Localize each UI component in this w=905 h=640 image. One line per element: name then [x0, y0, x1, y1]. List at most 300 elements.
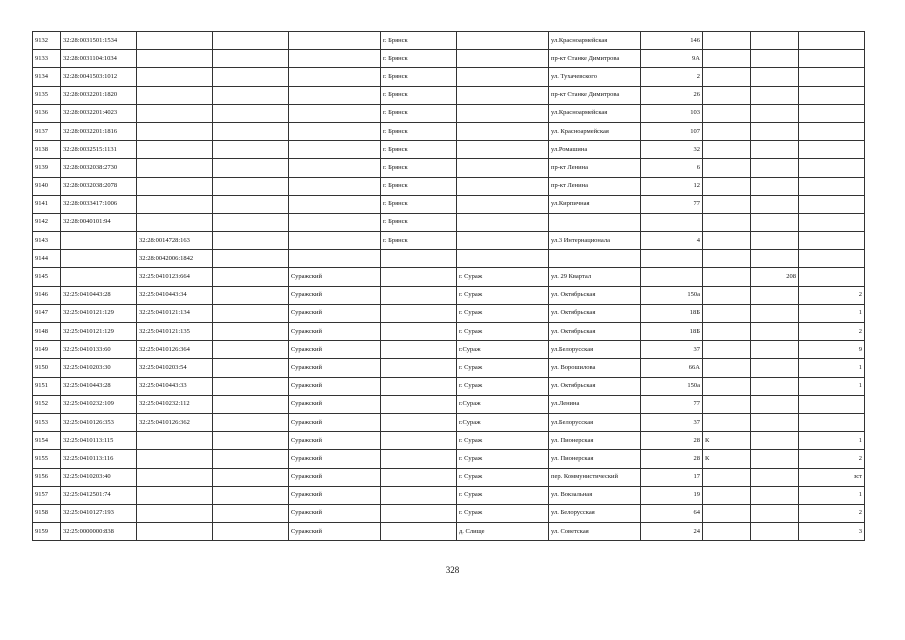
cadastral-number-cell: 32:25:0410203:30 [61, 359, 137, 377]
blank-cell [213, 250, 289, 268]
table-row [33, 141, 865, 159]
building-cell [703, 141, 751, 159]
table-row [33, 122, 865, 140]
quarter-cell [751, 177, 799, 195]
house-number-cell: 24 [641, 523, 703, 541]
cadastral-number-2-cell [137, 523, 213, 541]
blank-cell [213, 450, 289, 468]
table-row [33, 232, 865, 250]
cadastral-number-cell [61, 232, 137, 250]
row-number-cell: 9150 [33, 359, 61, 377]
table-row [33, 377, 865, 395]
apartment-cell: зст [799, 468, 865, 486]
city-cell: г. Брянск [381, 122, 457, 140]
city-cell [381, 323, 457, 341]
building-cell [703, 68, 751, 86]
cadastral-number-cell: 32:28:0033417:1006 [61, 195, 137, 213]
row-number-cell: 9149 [33, 341, 61, 359]
building-cell [703, 341, 751, 359]
building-cell [703, 86, 751, 104]
records-table-body [33, 32, 865, 541]
building-cell [703, 395, 751, 413]
building-cell: К [703, 432, 751, 450]
city-cell [381, 395, 457, 413]
locality-cell: г. Сураж [457, 268, 549, 286]
cadastral-number-2-cell [137, 141, 213, 159]
street-cell: ул.Красноармейская [549, 104, 641, 122]
district-cell: Суражский [289, 486, 381, 504]
street-cell: пр-кт Ленина [549, 177, 641, 195]
district-cell: Суражский [289, 286, 381, 304]
blank-cell [213, 395, 289, 413]
quarter-cell [751, 468, 799, 486]
table-row [33, 486, 865, 504]
apartment-cell [799, 32, 865, 50]
street-cell: ул.Кирпичная [549, 195, 641, 213]
cadastral-number-2-cell [137, 68, 213, 86]
district-cell: Суражский [289, 323, 381, 341]
house-number-cell: 18Б [641, 304, 703, 322]
locality-cell: г. Сураж [457, 432, 549, 450]
locality-cell [457, 104, 549, 122]
quarter-cell: 208 [751, 268, 799, 286]
street-cell: пр-кт Станке Димитрова [549, 86, 641, 104]
row-number-cell: 9139 [33, 159, 61, 177]
street-cell: ул. Октябрьская [549, 323, 641, 341]
quarter-cell [751, 341, 799, 359]
table-row [33, 86, 865, 104]
row-number-cell: 9136 [33, 104, 61, 122]
locality-cell [457, 50, 549, 68]
row-number-cell: 9153 [33, 413, 61, 431]
house-number-cell: 150а [641, 377, 703, 395]
street-cell: ул.Красноармейская [549, 32, 641, 50]
building-cell [703, 304, 751, 322]
house-number-cell: 28 [641, 450, 703, 468]
row-number-cell: 9152 [33, 395, 61, 413]
building-cell [703, 50, 751, 68]
district-cell [289, 50, 381, 68]
house-number-cell: 64 [641, 504, 703, 522]
cadastral-number-cell: 32:25:0410443:28 [61, 377, 137, 395]
house-number-cell [641, 213, 703, 231]
cadastral-number-cell: 32:28:0032201:4023 [61, 104, 137, 122]
table-row [33, 250, 865, 268]
table-row [33, 523, 865, 541]
table-row [33, 468, 865, 486]
cadastral-number-2-cell [137, 486, 213, 504]
cadastral-number-cell [61, 250, 137, 268]
row-number-cell: 9159 [33, 523, 61, 541]
district-cell [289, 68, 381, 86]
quarter-cell [751, 377, 799, 395]
apartment-cell [799, 395, 865, 413]
building-cell [703, 523, 751, 541]
city-cell [381, 432, 457, 450]
district-cell: Суражский [289, 523, 381, 541]
house-number-cell: 37 [641, 341, 703, 359]
quarter-cell [751, 359, 799, 377]
city-cell: г. Брянск [381, 32, 457, 50]
blank-cell [213, 323, 289, 341]
locality-cell: г.Сураж [457, 395, 549, 413]
district-cell [289, 122, 381, 140]
quarter-cell [751, 213, 799, 231]
district-cell [289, 141, 381, 159]
apartment-cell: 1 [799, 432, 865, 450]
quarter-cell [751, 50, 799, 68]
cadastral-number-2-cell [137, 450, 213, 468]
locality-cell: г. Сураж [457, 468, 549, 486]
city-cell: г. Брянск [381, 68, 457, 86]
row-number-cell: 9157 [33, 486, 61, 504]
quarter-cell [751, 141, 799, 159]
city-cell: г. Брянск [381, 159, 457, 177]
building-cell [703, 232, 751, 250]
locality-cell [457, 177, 549, 195]
quarter-cell [751, 486, 799, 504]
page-number: 328 [445, 565, 460, 575]
building-cell [703, 323, 751, 341]
table-row [33, 395, 865, 413]
cadastral-number-cell: 32:25:0410113:116 [61, 450, 137, 468]
street-cell: ул. Белорусская [549, 504, 641, 522]
house-number-cell [641, 268, 703, 286]
blank-cell [213, 68, 289, 86]
row-number-cell: 9143 [33, 232, 61, 250]
locality-cell [457, 195, 549, 213]
blank-cell [213, 523, 289, 541]
table-row [33, 341, 865, 359]
cadastral-number-2-cell [137, 195, 213, 213]
cadastral-number-2-cell: 32:25:0410443:34 [137, 286, 213, 304]
table-row [33, 177, 865, 195]
cadastral-number-cell: 32:25:0000000:838 [61, 523, 137, 541]
table-row [33, 32, 865, 50]
row-number-cell: 9147 [33, 304, 61, 322]
house-number-cell: 77 [641, 195, 703, 213]
apartment-cell [799, 104, 865, 122]
cadastral-number-2-cell [137, 213, 213, 231]
house-number-cell: 66А [641, 359, 703, 377]
street-cell: ул. Красноармейская [549, 122, 641, 140]
district-cell: Суражский [289, 504, 381, 522]
street-cell: ул.Белорусская [549, 341, 641, 359]
cadastral-number-2-cell [137, 86, 213, 104]
city-cell: г. Брянск [381, 50, 457, 68]
cadastral-number-cell: 32:28:0032038:2730 [61, 159, 137, 177]
locality-cell: г. Сураж [457, 304, 549, 322]
row-number-cell: 9158 [33, 504, 61, 522]
house-number-cell: 12 [641, 177, 703, 195]
quarter-cell [751, 122, 799, 140]
building-cell [703, 268, 751, 286]
building-cell [703, 468, 751, 486]
house-number-cell: 18Б [641, 323, 703, 341]
blank-cell [213, 195, 289, 213]
apartment-cell: 9 [799, 341, 865, 359]
street-cell: пер. Коммунистический [549, 468, 641, 486]
blank-cell [213, 268, 289, 286]
apartment-cell [799, 413, 865, 431]
quarter-cell [751, 104, 799, 122]
district-cell: Суражский [289, 341, 381, 359]
locality-cell [457, 250, 549, 268]
row-number-cell: 9145 [33, 268, 61, 286]
locality-cell [457, 159, 549, 177]
district-cell: Суражский [289, 468, 381, 486]
cadastral-number-2-cell: 32:25:0410123:664 [137, 268, 213, 286]
blank-cell [213, 286, 289, 304]
cadastral-number-2-cell [137, 159, 213, 177]
apartment-cell [799, 213, 865, 231]
quarter-cell [751, 232, 799, 250]
apartment-cell [799, 250, 865, 268]
table-row [33, 104, 865, 122]
cadastral-number-2-cell [137, 104, 213, 122]
house-number-cell: 77 [641, 395, 703, 413]
apartment-cell [799, 50, 865, 68]
quarter-cell [751, 323, 799, 341]
city-cell [381, 250, 457, 268]
blank-cell [213, 50, 289, 68]
quarter-cell [751, 413, 799, 431]
locality-cell: г. Сураж [457, 504, 549, 522]
blank-cell [213, 213, 289, 231]
house-number-cell: 2 [641, 68, 703, 86]
district-cell: Суражский [289, 377, 381, 395]
house-number-cell: 28 [641, 432, 703, 450]
row-number-cell: 9154 [33, 432, 61, 450]
cadastral-number-2-cell [137, 32, 213, 50]
street-cell: пр-кт Ленина [549, 159, 641, 177]
house-number-cell: 37 [641, 413, 703, 431]
street-cell: пр-кт Станке Димитрова [549, 50, 641, 68]
quarter-cell [751, 395, 799, 413]
district-cell: Суражский [289, 413, 381, 431]
city-cell: г. Брянск [381, 213, 457, 231]
cadastral-number-2-cell [137, 432, 213, 450]
apartment-cell [799, 232, 865, 250]
blank-cell [213, 377, 289, 395]
locality-cell [457, 32, 549, 50]
cadastral-number-cell [61, 268, 137, 286]
cadastral-number-cell: 32:25:0410121:129 [61, 323, 137, 341]
house-number-cell: 150а [641, 286, 703, 304]
row-number-cell: 9156 [33, 468, 61, 486]
building-cell: К [703, 450, 751, 468]
apartment-cell [799, 177, 865, 195]
locality-cell: г. Сураж [457, 486, 549, 504]
table-row [33, 413, 865, 431]
cadastral-number-cell: 32:25:0410121:129 [61, 304, 137, 322]
house-number-cell: 9А [641, 50, 703, 68]
city-cell [381, 341, 457, 359]
cadastral-number-2-cell [137, 122, 213, 140]
cadastral-number-2-cell: 32:28:0014728:163 [137, 232, 213, 250]
street-cell: ул. Тухачевского [549, 68, 641, 86]
city-cell [381, 413, 457, 431]
cadastral-number-cell: 32:28:0041503:1012 [61, 68, 137, 86]
table-row [33, 286, 865, 304]
district-cell [289, 250, 381, 268]
apartment-cell [799, 141, 865, 159]
row-number-cell: 9132 [33, 32, 61, 50]
street-cell: ул.Ромашина [549, 141, 641, 159]
row-number-cell: 9142 [33, 213, 61, 231]
row-number-cell: 9151 [33, 377, 61, 395]
building-cell [703, 177, 751, 195]
table-row [33, 268, 865, 286]
cadastral-number-cell: 32:25:0410443:28 [61, 286, 137, 304]
street-cell: ул.3 Интернационала [549, 232, 641, 250]
table-row [33, 504, 865, 522]
city-cell [381, 523, 457, 541]
quarter-cell [751, 32, 799, 50]
district-cell [289, 213, 381, 231]
table-row [33, 432, 865, 450]
quarter-cell [751, 159, 799, 177]
street-cell: ул. Октябрьская [549, 286, 641, 304]
city-cell: г. Брянск [381, 104, 457, 122]
city-cell: г. Брянск [381, 86, 457, 104]
row-number-cell: 9148 [33, 323, 61, 341]
district-cell [289, 232, 381, 250]
row-number-cell: 9144 [33, 250, 61, 268]
cadastral-number-cell: 32:28:0031501:1534 [61, 32, 137, 50]
table-row [33, 50, 865, 68]
house-number-cell: 103 [641, 104, 703, 122]
district-cell [289, 177, 381, 195]
house-number-cell [641, 250, 703, 268]
table-row [33, 304, 865, 322]
district-cell: Суражский [289, 432, 381, 450]
table-row [33, 195, 865, 213]
house-number-cell: 19 [641, 486, 703, 504]
street-cell [549, 250, 641, 268]
house-number-cell: 17 [641, 468, 703, 486]
quarter-cell [751, 286, 799, 304]
blank-cell [213, 504, 289, 522]
table-row [33, 213, 865, 231]
city-cell [381, 468, 457, 486]
quarter-cell [751, 86, 799, 104]
cadastral-number-2-cell: 32:25:0410232:112 [137, 395, 213, 413]
quarter-cell [751, 68, 799, 86]
apartment-cell: 2 [799, 323, 865, 341]
street-cell: ул. Ворошилова [549, 359, 641, 377]
row-number-cell: 9138 [33, 141, 61, 159]
locality-cell [457, 141, 549, 159]
quarter-cell [751, 304, 799, 322]
apartment-cell [799, 268, 865, 286]
cadastral-number-2-cell [137, 177, 213, 195]
city-cell [381, 359, 457, 377]
blank-cell [213, 104, 289, 122]
apartment-cell: 3 [799, 523, 865, 541]
apartment-cell [799, 159, 865, 177]
cadastral-number-cell: 32:28:0031104:1034 [61, 50, 137, 68]
street-cell: ул.Ленина [549, 395, 641, 413]
building-cell [703, 486, 751, 504]
house-number-cell: 6 [641, 159, 703, 177]
quarter-cell [751, 504, 799, 522]
city-cell [381, 450, 457, 468]
city-cell [381, 304, 457, 322]
blank-cell [213, 486, 289, 504]
locality-cell: д. Слище [457, 523, 549, 541]
building-cell [703, 359, 751, 377]
cadastral-number-2-cell: 32:25:0410203:54 [137, 359, 213, 377]
cadastral-number-2-cell: 32:28:0042006:1842 [137, 250, 213, 268]
blank-cell [213, 32, 289, 50]
blank-cell [213, 413, 289, 431]
house-number-cell: 32 [641, 141, 703, 159]
district-cell: Суражский [289, 268, 381, 286]
building-cell [703, 122, 751, 140]
quarter-cell [751, 450, 799, 468]
row-number-cell: 9146 [33, 286, 61, 304]
locality-cell: г. Сураж [457, 450, 549, 468]
apartment-cell: 1 [799, 304, 865, 322]
row-number-cell: 9141 [33, 195, 61, 213]
city-cell [381, 504, 457, 522]
row-number-cell: 9135 [33, 86, 61, 104]
blank-cell [213, 141, 289, 159]
district-cell [289, 159, 381, 177]
cadastral-number-cell: 32:28:0032515:1131 [61, 141, 137, 159]
cadastral-number-cell: 32:28:0032201:1820 [61, 86, 137, 104]
locality-cell [457, 213, 549, 231]
cadastral-number-cell: 32:25:0410113:115 [61, 432, 137, 450]
street-cell: ул. Октябрьская [549, 304, 641, 322]
city-cell [381, 377, 457, 395]
city-cell [381, 286, 457, 304]
locality-cell [457, 68, 549, 86]
locality-cell: г. Сураж [457, 377, 549, 395]
locality-cell [457, 122, 549, 140]
street-cell: ул.Белорусская [549, 413, 641, 431]
city-cell: г. Брянск [381, 177, 457, 195]
cadastral-number-2-cell: 32:25:0410126:362 [137, 413, 213, 431]
apartment-cell [799, 195, 865, 213]
district-cell [289, 86, 381, 104]
blank-cell [213, 177, 289, 195]
locality-cell: г. Сураж [457, 286, 549, 304]
locality-cell: г. Сураж [457, 323, 549, 341]
cadastral-number-cell: 32:25:0412501:74 [61, 486, 137, 504]
building-cell [703, 377, 751, 395]
table-row [33, 68, 865, 86]
locality-cell: г. Сураж [457, 359, 549, 377]
quarter-cell [751, 195, 799, 213]
city-cell: г. Брянск [381, 141, 457, 159]
cadastral-number-2-cell: 32:25:0410121:134 [137, 304, 213, 322]
apartment-cell: 1 [799, 377, 865, 395]
city-cell [381, 486, 457, 504]
cadastral-number-2-cell [137, 504, 213, 522]
blank-cell [213, 122, 289, 140]
row-number-cell: 9140 [33, 177, 61, 195]
apartment-cell: 1 [799, 359, 865, 377]
cadastral-number-cell: 32:25:0410133:60 [61, 341, 137, 359]
blank-cell [213, 468, 289, 486]
cadastral-number-2-cell [137, 468, 213, 486]
city-cell: г. Брянск [381, 232, 457, 250]
cadastral-number-2-cell: 32:25:0410121:135 [137, 323, 213, 341]
district-cell: Суражский [289, 450, 381, 468]
quarter-cell [751, 250, 799, 268]
